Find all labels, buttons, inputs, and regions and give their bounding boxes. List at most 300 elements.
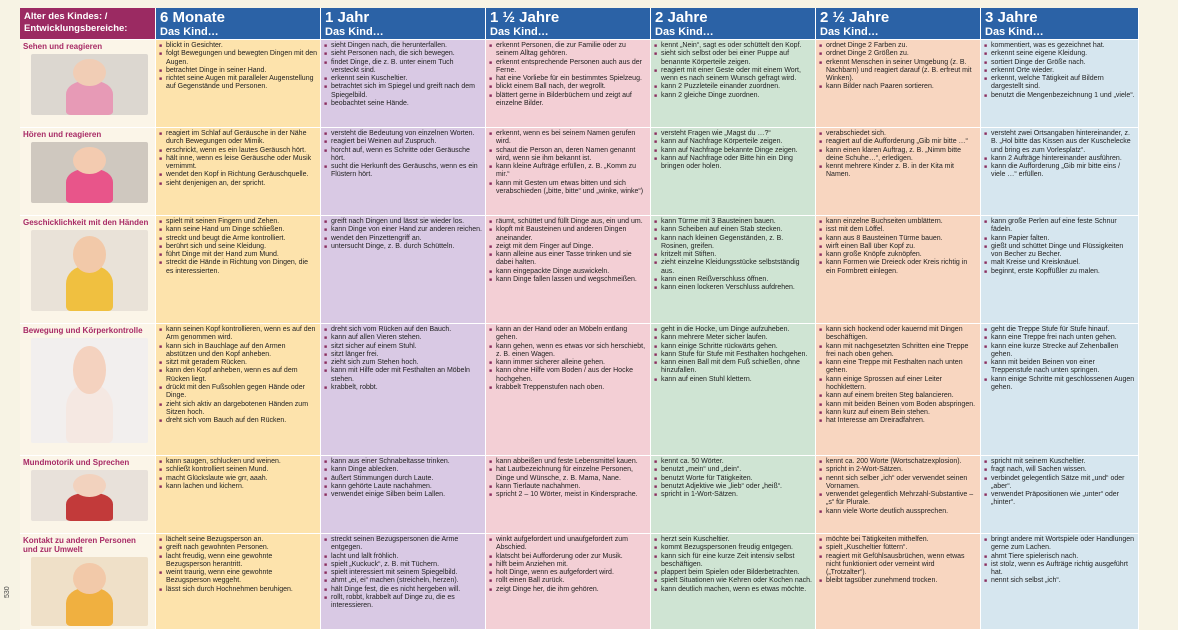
milestone-item: ■ holt Dinge, wenn es aufgefordert wird.	[496, 569, 647, 577]
milestone-item: ■ kann aus einer Schnabeltasse trinken.	[331, 458, 482, 466]
age-subtitle: Das Kind…	[325, 26, 384, 38]
milestone-item: ■ kann auf einem breiten Steg balancieren.	[826, 392, 977, 400]
milestone-cell	[816, 40, 981, 128]
milestone-item: ■ kann Dinge fallen lassen und wegschmeißen.	[496, 276, 647, 284]
milestone-item: ■ reagiert mit Gefühlsausbrüchen, wenn etwas nicht funktioniert oder verneint wird („Trotzalter“).	[826, 553, 977, 578]
child-head	[73, 346, 106, 393]
milestone-item: ■ schaut die Person an, deren Namen genannt wird, wenn sie ihm bekannt ist.	[496, 147, 647, 164]
milestone-item: ■ ist stolz, wenn es Aufträge richtig ausgeführt hat.	[991, 561, 1135, 578]
milestone-item: ■ verwendet Präpositionen wie „unter“ oder „hinter“.	[991, 491, 1135, 508]
milestone-item: ■ erschrickt, wenn es ein lautes Geräusch hört.	[166, 147, 317, 155]
milestone-item: ■ reagiert auf die Aufforderung „Gib mir bitte …“	[826, 138, 977, 146]
milestone-list	[156, 456, 320, 491]
milestone-item: ■ kennt „Nein“, sagt es oder schüttelt den Kopf.	[661, 42, 812, 50]
milestone-cell	[321, 216, 486, 324]
milestone-item: ■ lässt sich durch Hochnehmen beruhigen.	[166, 586, 317, 594]
milestone-item: ■ isst mit dem Löffel.	[826, 226, 977, 234]
milestone-item: ■ kann Formen wie Dreieck oder Kreis richtig in ein Formbrett einlegen.	[826, 259, 977, 276]
milestone-item: ■ kann 2 Puzzleteile einander zuordnen.	[661, 83, 812, 91]
category-label: Hören und reagieren	[23, 130, 102, 139]
child-head	[73, 474, 106, 497]
milestone-item: ■ kritzelt mit Stiften.	[661, 251, 812, 259]
milestone-cell	[651, 128, 816, 216]
milestone-item: ■ kann große Knöpfe zuknöpfen.	[826, 251, 977, 259]
milestone-item: ■ kann mit nachgesetzten Schritten eine Treppe frei nach oben gehen.	[826, 343, 977, 360]
milestone-item: ■ verabschiedet sich.	[826, 130, 977, 138]
milestone-cell	[651, 456, 816, 534]
milestone-list	[156, 216, 320, 276]
milestone-list	[321, 128, 485, 180]
milestone-item: ■ kann einen Reißverschluss öffnen.	[661, 276, 812, 284]
milestone-list	[486, 324, 650, 392]
category-cell	[20, 534, 156, 630]
milestone-item: ■ kann 2 Aufträge hintereinander ausführen.	[991, 155, 1135, 163]
milestone-list	[981, 40, 1138, 100]
category-cell	[20, 324, 156, 456]
milestone-item: ■ kann sich in Bauchlage auf den Armen abstützen und den Kopf anheben.	[166, 343, 317, 360]
page-number: 530	[4, 586, 11, 598]
milestone-item: ■ kann Dinge von einer Hand zur anderen reichen.	[331, 226, 482, 234]
milestone-item: ■ hält Dinge fest, die es nicht hergeben will.	[331, 586, 482, 594]
milestone-cell	[321, 324, 486, 456]
milestone-item: ■ lächelt seine Bezugsperson an.	[166, 536, 317, 544]
milestone-cell	[156, 216, 321, 324]
milestone-item: ■ nennt sich selbst „ich“.	[991, 577, 1135, 585]
milestone-item: ■ kann 2 gleiche Dinge zuordnen.	[661, 92, 812, 100]
milestone-item: ■ drückt mit den Fußsohlen gegen Hände oder Dinge.	[166, 384, 317, 401]
milestone-item: ■ gießt und schüttet Dinge und Flüssigkeiten von Becher zu Becher.	[991, 243, 1135, 260]
milestone-item: ■ erkennt seine eigene Kleidung.	[991, 50, 1135, 58]
milestone-item: ■ kann auf Nachfrage oder Bitte hin ein Ding bringen oder holen.	[661, 155, 812, 172]
milestone-item: ■ spielt „Kuscheltier füttern“.	[826, 544, 977, 552]
milestone-item: ■ hilft beim Anziehen mit.	[496, 561, 647, 569]
milestone-item: ■ kann Scheiben auf einen Stab stecken.	[661, 226, 812, 234]
milestone-cell	[156, 456, 321, 534]
milestone-list	[321, 324, 485, 392]
milestone-cell	[981, 216, 1139, 324]
milestone-cell	[486, 456, 651, 534]
milestone-item: ■ benutzt die Mengenbezeichnung 1 und „viele“.	[991, 92, 1135, 100]
milestone-item: ■ zieht einzelne Kleidungsstücke selbstständig aus.	[661, 259, 812, 276]
corner-line: Entwicklungsbereiche:	[24, 23, 128, 34]
milestone-item: ■ sitzt länger frei.	[331, 351, 482, 359]
milestone-item: ■ streckt die Hände in Richtung von Dingen, die es interessierten.	[166, 259, 317, 276]
milestone-cell	[816, 128, 981, 216]
child-body	[66, 385, 113, 443]
milestone-item: ■ kann nach kleinen Gegenständen, z. B. Rosinen, greifen.	[661, 235, 812, 252]
age-header	[321, 8, 486, 40]
milestone-list	[486, 534, 650, 594]
milestone-item: ■ kann sich hockend oder kauernd mit Dingen beschäftigen.	[826, 326, 977, 343]
milestone-item: ■ kann mit Hilfe oder mit Festhalten an Möbeln stehen.	[331, 367, 482, 384]
milestone-item: ■ verbindet gelegentlich Sätze mit „und“ oder „aber“.	[991, 475, 1135, 492]
child-body	[66, 493, 113, 521]
child-head	[73, 563, 106, 594]
milestone-item: ■ kann auf Nachfrage Körperteile zeigen.	[661, 138, 812, 146]
age-title: 1 Jahr	[325, 9, 370, 26]
milestone-item: ■ erkennt entsprechende Personen auch aus der Ferne.	[496, 59, 647, 76]
milestone-cell	[981, 456, 1139, 534]
milestone-item: ■ kann eine kurze Strecke auf Zehenballen gehen.	[991, 343, 1135, 360]
milestone-item: ■ kann immer sicherer alleine gehen.	[496, 359, 647, 367]
milestone-item: ■ lacht freudig, wenn eine gewohnte Bezugsperson herantritt.	[166, 553, 317, 570]
milestone-list	[651, 128, 815, 171]
milestone-item: ■ hält inne, wenn es leise Geräusche oder Musik vernimmt.	[166, 155, 317, 172]
milestone-item: ■ verwendet gelegentlich Mehrzahl-Substantive – „s“ für Plurale.	[826, 491, 977, 508]
milestone-cell	[321, 456, 486, 534]
milestone-item: ■ räumt, schüttet und füllt Dinge aus, ein und um.	[496, 218, 647, 226]
milestone-list	[156, 128, 320, 188]
milestone-item: ■ bleibt tagsüber zunehmend trocken.	[826, 577, 977, 585]
milestone-item: ■ klopft mit Bausteinen und anderen Dingen aneinander.	[496, 226, 647, 243]
milestone-list	[486, 128, 650, 196]
milestone-item: ■ kennt ca. 50 Wörter.	[661, 458, 812, 466]
milestone-item: ■ kann Tierlaute nachahmen.	[496, 483, 647, 491]
milestone-item: ■ krabbelt Treppenstufen nach oben.	[496, 384, 647, 392]
milestone-item: ■ zieht sich zum Stehen hoch.	[331, 359, 482, 367]
milestone-item: ■ dreht sich vom Bauch auf den Rücken.	[166, 417, 317, 425]
milestone-item: ■ benutzt „mein“ und „dein“.	[661, 466, 812, 474]
age-title: 2 Jahre	[655, 9, 708, 26]
milestone-item: ■ erkennt sein Kuscheltier.	[331, 75, 482, 83]
category-label: Bewegung und Körperkontrolle	[23, 326, 143, 335]
milestone-item: ■ kann Dinge ablecken.	[331, 466, 482, 474]
milestone-list	[651, 324, 815, 384]
milestone-item: ■ kann mehrere Meter sicher laufen.	[661, 334, 812, 342]
milestone-item: ■ möchte bei Tätigkeiten mithelfen.	[826, 536, 977, 544]
milestone-cell	[651, 216, 816, 324]
milestone-cell	[156, 128, 321, 216]
milestone-item: ■ krabbelt, robbt.	[331, 384, 482, 392]
milestone-item: ■ kann eine Treppe mit Festhalten nach unten gehen.	[826, 359, 977, 376]
milestone-item: ■ plappert beim Spielen oder Bilderbetrachten.	[661, 569, 812, 577]
milestone-item: ■ spricht in 1-Wort-Sätzen.	[661, 491, 812, 499]
milestone-item: ■ kann kleine Aufträge erfüllen, z. B. „Komm zu mir.“	[496, 163, 647, 180]
child-photo	[31, 470, 148, 521]
milestone-item: ■ geht die Treppe Stufe für Stufe hinauf.	[991, 326, 1135, 334]
milestone-item: ■ kann eingepackte Dinge auswickeln.	[496, 268, 647, 276]
age-header	[816, 8, 981, 40]
milestone-item: ■ blättert gerne in Bilderbüchern und zeigt auf einzelne Bilder.	[496, 92, 647, 109]
milestone-cell	[981, 534, 1139, 630]
age-header	[981, 8, 1139, 40]
milestone-item: ■ sitzt mit geradem Rücken.	[166, 359, 317, 367]
milestone-item: ■ kann einen Ball mit dem Fuß schießen, ohne hinzufallen.	[661, 359, 812, 376]
milestone-item: ■ spielt mit seinen Fingern und Zehen.	[166, 218, 317, 226]
milestone-item: ■ kann große Perlen auf eine feste Schnur fädeln.	[991, 218, 1135, 235]
milestone-item: ■ wendet den Pinzettengriff an.	[331, 235, 482, 243]
milestone-item: ■ spricht in 2-Wort-Sätzen.	[826, 466, 977, 474]
milestone-cell	[816, 324, 981, 456]
milestone-item: ■ erkennt Personen, die zur Familie oder zu seinem Alltag gehören.	[496, 42, 647, 59]
milestone-item: ■ kennt ca. 200 Worte (Wortschatzexplosion).	[826, 458, 977, 466]
milestone-cell	[486, 216, 651, 324]
milestone-item: ■ kommt Bezugspersonen freudig entgegen.	[661, 544, 812, 552]
milestone-item: ■ äußert Stimmungen durch Laute.	[331, 475, 482, 483]
milestone-item: ■ versteht Fragen wie „Magst du …?“	[661, 130, 812, 138]
milestone-item: ■ untersucht Dinge, z. B. durch Schütteln.	[331, 243, 482, 251]
milestone-list	[651, 216, 815, 293]
milestone-item: ■ kann einen lockeren Verschluss aufdrehen.	[661, 284, 812, 292]
milestone-item: ■ ordnet Dinge 2 Farben zu.	[826, 42, 977, 50]
age-subtitle: Das Kind…	[490, 26, 549, 38]
milestone-cell	[486, 128, 651, 216]
milestone-item: ■ kann einen klaren Auftrag, z. B. „Nimm bitte deine Schuhe…“, erledigen.	[826, 147, 977, 164]
milestone-list	[486, 40, 650, 108]
milestone-item: ■ schließt kontrolliert seinen Mund.	[166, 466, 317, 474]
milestone-item: ■ sieht Personen nach, die sich bewegen.	[331, 50, 482, 58]
milestone-item: ■ sortiert Dinge der Größe nach.	[991, 59, 1135, 67]
milestone-list	[816, 216, 980, 276]
milestone-item: ■ weint traurig, wenn eine gewohnte Bezugsperson weggeht.	[166, 569, 317, 586]
milestone-item: ■ kann auf Nachfrage bekannte Dinge zeigen.	[661, 147, 812, 155]
corner-line: Alter des Kindes: /	[24, 11, 108, 22]
milestone-item: ■ kennt mehrere Kinder z. B. in der Kita mit Namen.	[826, 163, 977, 180]
milestone-list	[321, 456, 485, 499]
milestone-item: ■ malt Kreise und Kreisknäuel.	[991, 259, 1135, 267]
milestone-item: ■ beginnt, erste Kopffüßler zu malen.	[991, 268, 1135, 276]
milestone-item: ■ kann mit beiden Beinen von einer Treppenstufe nach unten springen.	[991, 359, 1135, 376]
milestone-item: ■ kann mit beiden Beinen vom Boden abspringen.	[826, 401, 977, 409]
milestone-item: ■ spielt interessiert mit seinem Spiegelbild.	[331, 569, 482, 577]
milestone-list	[321, 40, 485, 108]
child-body	[66, 81, 113, 115]
milestone-item: ■ zeigt mit dem Finger auf Dinge.	[496, 243, 647, 251]
milestone-cell	[981, 128, 1139, 216]
milestone-item: ■ kann saugen, schlucken und weinen.	[166, 458, 317, 466]
category-cell	[20, 40, 156, 128]
milestone-list	[651, 534, 815, 594]
milestone-item: ■ beobachtet seine Hände.	[331, 100, 482, 108]
child-photo	[31, 142, 148, 203]
milestone-item: ■ kann die Aufforderung „Gib mir bitte eins / viele …“ erfüllen.	[991, 163, 1135, 180]
milestone-item: ■ rollt einen Ball zurück.	[496, 577, 647, 585]
milestone-cell	[486, 324, 651, 456]
milestone-item: ■ kann an der Hand oder an Möbeln entlang gehen.	[496, 326, 647, 343]
milestone-list	[816, 40, 980, 92]
milestone-list	[156, 40, 320, 92]
milestone-item: ■ ahmt Tiere spielerisch nach.	[991, 553, 1135, 561]
milestone-item: ■ hat Lautbezeichnung für einzelne Personen, Dinge und Wünsche, z. B. Mama, Nane.	[496, 466, 647, 483]
milestone-item: ■ benutzt Worte für Tätigkeiten.	[661, 475, 812, 483]
milestone-list	[981, 456, 1138, 508]
milestone-list	[156, 324, 320, 426]
milestone-item: ■ kann alleine aus einer Tasse trinken und sie dabei halten.	[496, 251, 647, 268]
age-subtitle: Das Kind…	[820, 26, 879, 38]
milestone-item: ■ berührt sich und seine Kleidung.	[166, 243, 317, 251]
milestone-item: ■ geht in die Hocke, um Dinge aufzuheben.	[661, 326, 812, 334]
milestone-list	[321, 216, 485, 251]
milestone-item: ■ betrachtet Dinge in seiner Hand.	[166, 67, 317, 75]
milestone-item: ■ führt Dinge mit der Hand zum Mund.	[166, 251, 317, 259]
milestone-item: ■ sitzt sicher auf einem Stuhl.	[331, 343, 482, 351]
milestone-item: ■ spielt Situationen wie Kehren oder Kochen nach.	[661, 577, 812, 585]
milestone-item: ■ greift nach gewohnten Personen.	[166, 544, 317, 552]
milestone-item: ■ kann sich für eine kurze Zeit intensiv selbst beschäftigen.	[661, 553, 812, 570]
milestone-list	[651, 456, 815, 499]
milestone-cell	[321, 534, 486, 630]
category-label: Kontakt zu anderen Personen und zur Umwelt	[23, 536, 136, 554]
category-label: Mundmotorik und Sprechen	[23, 458, 130, 467]
milestone-item: ■ kann Papier falten.	[991, 235, 1135, 243]
milestone-list	[981, 324, 1138, 392]
milestone-item: ■ folgt Bewegungen und bewegten Dingen mit den Augen.	[166, 50, 317, 67]
milestone-item: ■ blickt einem Ball nach, der wegrollt.	[496, 83, 647, 91]
milestone-cell	[321, 40, 486, 128]
child-head	[73, 147, 106, 174]
milestone-item: ■ kann den Kopf anheben, wenn es auf dem Rücken liegt.	[166, 367, 317, 384]
age-header	[486, 8, 651, 40]
child-photo	[31, 54, 148, 115]
milestone-cell	[651, 40, 816, 128]
milestone-item: ■ kann deutlich machen, wenn es etwas möchte.	[661, 586, 812, 594]
milestone-item: ■ hat Interesse am Dreiradfahren.	[826, 417, 977, 425]
development-table	[20, 8, 1178, 630]
milestone-item: ■ kann gehörte Laute nachahmen.	[331, 483, 482, 491]
age-title: 1 ½ Jahre	[490, 9, 560, 26]
milestone-item: ■ kann ohne Hilfe vom Boden / aus der Hocke hochgehen.	[496, 367, 647, 384]
child-body	[66, 588, 113, 626]
milestone-list	[816, 324, 980, 426]
milestone-item: ■ kann auf allen Vieren stehen.	[331, 334, 482, 342]
milestone-item: ■ bringt andere mit Wortspiele oder Handlungen gerne zum Lachen.	[991, 536, 1135, 553]
age-subtitle: Das Kind…	[985, 26, 1044, 38]
milestone-cell	[816, 216, 981, 324]
milestone-item: ■ kann lachen und kichern.	[166, 483, 317, 491]
milestone-item: ■ sieht sich selbst oder bei einer Puppe auf benannte Körperteile zeigen.	[661, 50, 812, 67]
milestone-item: ■ kann Stufe für Stufe mit Festhalten hochgehen.	[661, 351, 812, 359]
milestone-list	[321, 534, 485, 611]
milestone-item: ■ horcht auf, wenn es Schritte oder Geräusche hört.	[331, 147, 482, 164]
milestone-cell	[651, 534, 816, 630]
milestone-cell	[156, 40, 321, 128]
milestone-item: ■ ordnet Dinge 2 Größen zu.	[826, 50, 977, 58]
milestone-cell	[486, 40, 651, 128]
corner-header	[20, 8, 156, 40]
milestone-item: ■ kann aus 8 Bausteinen Türme bauen.	[826, 235, 977, 243]
milestone-item: ■ lacht und lallt fröhlich.	[331, 553, 482, 561]
child-photo	[31, 557, 148, 626]
milestone-cell	[981, 40, 1139, 128]
milestone-item: ■ erkennt Menschen in seiner Umgebung (z. B. Nachbarn) und reagiert darauf (z. B. erfreut mit Winken).	[826, 59, 977, 84]
milestone-item: ■ ahmt „ei, ei“ machen (streicheln, herzen).	[331, 577, 482, 585]
milestone-item: ■ sucht die Herkunft des Geräuschs, wenn es ein Flüstern hört.	[331, 163, 482, 180]
milestone-item: ■ betrachtet sich im Spiegel und greift nach dem Spiegelbild.	[331, 83, 482, 100]
milestone-item: ■ herzt sein Kuscheltier.	[661, 536, 812, 544]
milestone-item: ■ fragt nach, will Sachen wissen.	[991, 466, 1135, 474]
milestone-item: ■ findet Dinge, die z. B. unter einem Tuch versteckt sind.	[331, 59, 482, 76]
milestone-item: ■ kann Türme mit 3 Bausteinen bauen.	[661, 218, 812, 226]
milestone-item: ■ versteht zwei Ortsangaben hintereinander, z. B. „Hol bitte das Kissen aus der Kuschelecke und bring es zum Vorlesplatz“.	[991, 130, 1135, 155]
milestone-item: ■ zeigt Dinge her, die ihm gehören.	[496, 586, 647, 594]
milestone-item: ■ dreht sich vom Rücken auf den Bauch.	[331, 326, 482, 334]
milestone-item: ■ streckt seinen Bezugspersonen die Arme entgegen.	[331, 536, 482, 553]
milestone-item: ■ verwendet einige Silben beim Lallen.	[331, 491, 482, 499]
milestone-list	[981, 128, 1138, 180]
milestone-item: ■ versteht die Bedeutung von einzelnen Worten.	[331, 130, 482, 138]
age-title: 3 Jahre	[985, 9, 1038, 26]
milestone-item: ■ kann seinen Kopf kontrollieren, wenn es auf den Arm genommen wird.	[166, 326, 317, 343]
milestone-cell	[651, 324, 816, 456]
milestone-item: ■ wendet den Kopf in Richtung Geräuschquelle.	[166, 171, 317, 179]
category-label: Sehen und reagieren	[23, 42, 103, 51]
milestone-item: ■ greift nach Dingen und lässt sie wieder los.	[331, 218, 482, 226]
milestone-item: ■ kann einige Sprossen auf einer Leiter hochklettern.	[826, 376, 977, 393]
milestone-list	[486, 216, 650, 284]
milestone-item: ■ kann einzelne Buchseiten umblättern.	[826, 218, 977, 226]
category-cell	[20, 456, 156, 534]
age-title: 2 ½ Jahre	[820, 9, 890, 26]
milestone-item: ■ erkennt, wenn es bei seinem Namen gerufen wird.	[496, 130, 647, 147]
milestone-item: ■ kann kurz auf einem Bein stehen.	[826, 409, 977, 417]
milestone-cell	[816, 456, 981, 534]
milestone-cell	[321, 128, 486, 216]
age-subtitle: Das Kind…	[655, 26, 714, 38]
milestone-item: ■ hat eine Vorliebe für ein bestimmtes Spielzeug.	[496, 75, 647, 83]
milestone-item: ■ winkt aufgefordert und unaufgefordert zum Abschied.	[496, 536, 647, 553]
milestone-item: ■ klatscht bei Aufforderung oder zur Musik.	[496, 553, 647, 561]
milestone-item: ■ spricht 2 – 10 Wörter, meist in Kindersprache.	[496, 491, 647, 499]
milestone-list	[156, 534, 320, 594]
milestone-item: ■ kann Bilder nach Paaren sortieren.	[826, 83, 977, 91]
milestone-item: ■ kann gehen, wenn es etwas vor sich herschiebt, z. B. einen Wagen.	[496, 343, 647, 360]
milestone-item: ■ reagiert bei Weinen auf Zuspruch.	[331, 138, 482, 146]
milestone-cell	[156, 324, 321, 456]
milestone-item: ■ erkennt Orte wieder.	[991, 67, 1135, 75]
milestone-item: ■ kommentiert, was es gezeichnet hat.	[991, 42, 1135, 50]
milestone-item: ■ kann einige Schritte rückwärts gehen.	[661, 343, 812, 351]
milestone-cell	[156, 534, 321, 630]
milestone-cell	[981, 324, 1139, 456]
age-subtitle: Das Kind…	[160, 26, 219, 38]
milestone-item: ■ kann abbeißen und feste Lebensmittel kauen.	[496, 458, 647, 466]
milestone-item: ■ kann einige Schritte mit geschlossenen Augen gehen.	[991, 376, 1135, 393]
milestone-item: ■ wirft einen Ball über Kopf zu.	[826, 243, 977, 251]
milestone-item: ■ sieht Dingen nach, die herunterfallen.	[331, 42, 482, 50]
milestone-item: ■ streckt und beugt die Arme kontrolliert.	[166, 235, 317, 243]
child-head	[73, 236, 106, 272]
category-cell	[20, 216, 156, 324]
milestone-cell	[486, 534, 651, 630]
milestone-list	[981, 534, 1138, 586]
milestone-cell	[816, 534, 981, 630]
milestone-item: ■ kann seine Hand um Dinge schließen.	[166, 226, 317, 234]
child-photo	[31, 338, 148, 443]
milestone-item: ■ blickt in Gesichter.	[166, 42, 317, 50]
milestone-item: ■ zieht sich aktiv an dargebotenen Händen zum Sitzen hoch.	[166, 401, 317, 418]
milestone-list	[486, 456, 650, 499]
child-head	[73, 59, 106, 86]
milestone-item: ■ sieht denjenigen an, der spricht.	[166, 180, 317, 188]
category-cell	[20, 128, 156, 216]
milestone-list	[816, 128, 980, 180]
milestone-list	[816, 534, 980, 586]
milestone-item: ■ kann mit Gesten um etwas bitten und sich verabschieden („bitte, bitte“ und „winke, winke“)	[496, 180, 647, 197]
milestone-item: ■ reagiert im Schlaf auf Geräusche in der Nähe durch Bewegungen oder Mimik.	[166, 130, 317, 147]
milestone-item: ■ macht Glückslaute wie grr, aaah.	[166, 475, 317, 483]
milestone-item: ■ benutzt Adjektive wie „lieb“ oder „heiß“.	[661, 483, 812, 491]
age-header	[156, 8, 321, 40]
milestone-item: ■ erkennt, welche Tätigkeit auf Bildern dargestellt sind.	[991, 75, 1135, 92]
category-label: Geschicklichkeit mit den Händen	[23, 218, 149, 227]
milestone-item: ■ reagiert mit einer Geste oder mit einem Wort, wenn es nach seinem Wunsch gefragt wird.	[661, 67, 812, 84]
milestone-item: ■ kann viele Worte deutlich aussprechen.	[826, 508, 977, 516]
milestone-item: ■ spricht mit seinem Kuscheltier.	[991, 458, 1135, 466]
milestone-item: ■ spielt „Kuckuck“, z. B. mit Tüchern.	[331, 561, 482, 569]
milestone-item: ■ richtet seine Augen mit paralleler Augenstellung auf Gegenstände und Personen.	[166, 75, 317, 92]
milestone-item: ■ kann auf einen Stuhl klettern.	[661, 376, 812, 384]
child-body	[66, 169, 113, 203]
